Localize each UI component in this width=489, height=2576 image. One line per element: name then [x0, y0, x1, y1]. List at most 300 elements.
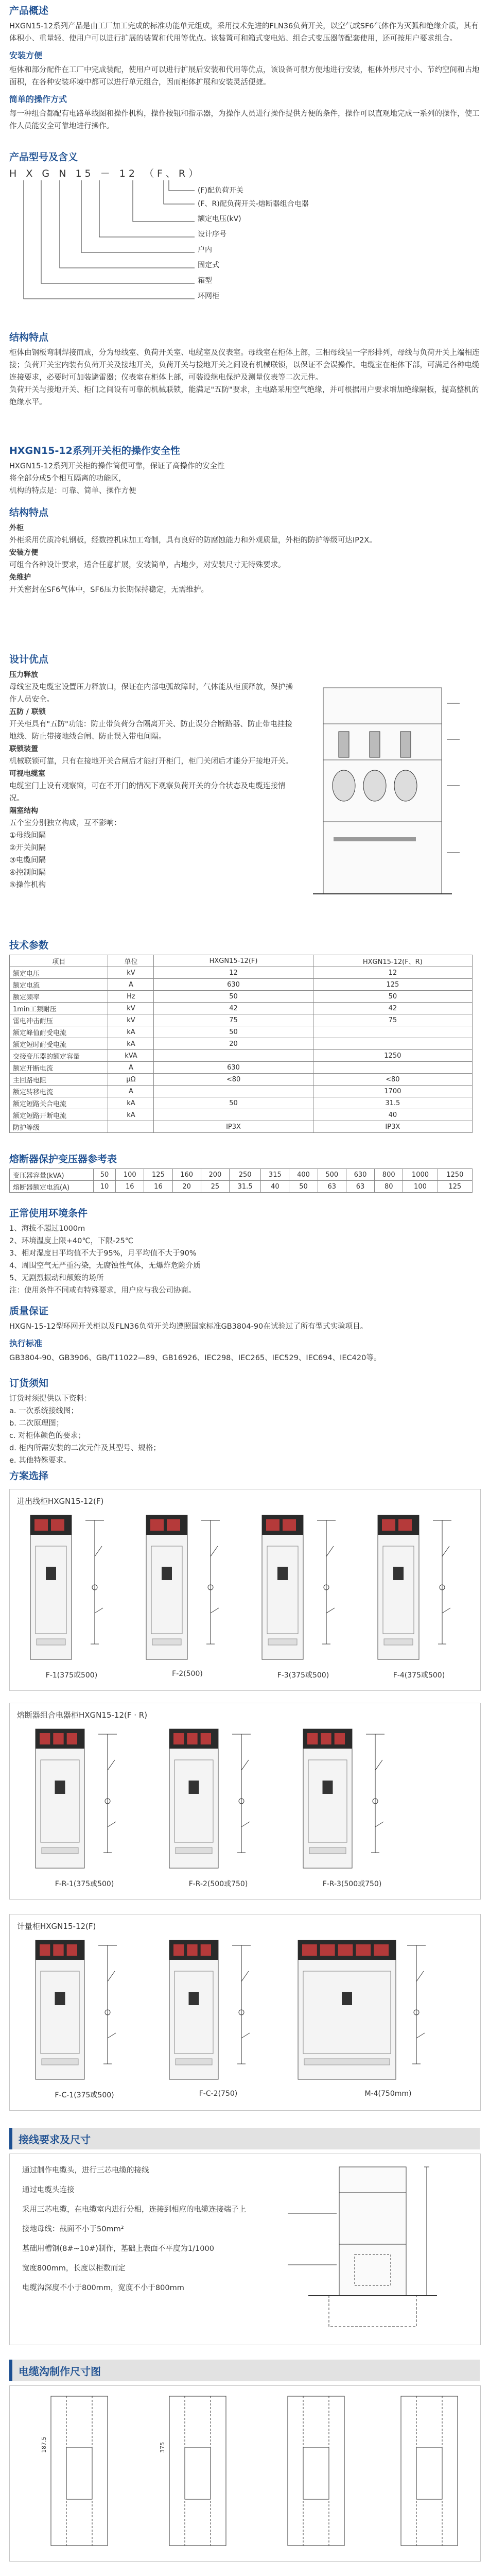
- dimension-label: 375: [159, 2442, 166, 2453]
- scheme-caption: F-R-1(375或500): [55, 1880, 114, 1888]
- scheme-caption: F-R-2(500或750): [188, 1880, 248, 1888]
- table-cell: 200: [201, 1169, 229, 1181]
- fuse-title: 熔断器保护变压器参考表: [9, 1154, 117, 1165]
- table-cell: 20: [172, 1181, 201, 1193]
- operation-title: 简单的操作方式: [9, 94, 67, 104]
- table-row: [10, 1074, 473, 1086]
- trench-opening: [303, 2448, 329, 2499]
- cabinet-indicator: [356, 1944, 371, 1956]
- scheme-caption: M-4(750mm): [364, 2090, 412, 2098]
- table-header-row: [10, 955, 473, 967]
- table-cell: 75: [154, 1014, 313, 1026]
- cabinet-indicator: [51, 1519, 64, 1531]
- overview-section: [9, 3, 480, 132]
- cable-bar-wrap: [9, 2128, 480, 2149]
- table-cell: 25: [201, 1181, 229, 1193]
- conditions-title: 正常使用环境条件: [9, 1208, 88, 1219]
- cabinet-base: [42, 2059, 78, 2065]
- table-cell: 40: [261, 1181, 289, 1193]
- table-cell: 1min工频耐压: [10, 1003, 108, 1014]
- params-section: [9, 938, 480, 1133]
- cabinet-indicator: [53, 1733, 63, 1744]
- table-cell: 额定转移电流: [10, 1086, 108, 1097]
- table-row: [10, 1086, 473, 1097]
- table-cell: 额定短路关合电流: [10, 1097, 108, 1109]
- room-item: ④控制间隔: [9, 869, 46, 877]
- legend-item: 环网柜: [198, 292, 219, 300]
- cabinet-indicator: [283, 1519, 296, 1531]
- feature-text: 外柜采用优质冷轧钢板，经数控机床加工弯制，具有良好的防腐蚀能力和外观质量，外柜的防护等级可达IP2X。: [9, 536, 377, 545]
- design-head: 隔室结构: [9, 807, 38, 815]
- scheme-caption: F-C-2(750): [199, 2090, 238, 2098]
- diagram-line: [108, 1822, 116, 1827]
- trench-plan: [288, 2396, 344, 2546]
- condition-item: 5、无剧烈振动和颠簸的场所: [9, 1274, 104, 1282]
- design-head: 可视电缆室: [9, 770, 45, 778]
- legend-item: 箱型: [198, 277, 212, 285]
- trench-outline: [401, 2396, 458, 2546]
- design-title: 设计优点: [9, 654, 49, 665]
- cabinet-handle: [46, 1567, 56, 1580]
- design-head: 五防 / 联锁: [9, 708, 46, 716]
- dimension-label: 187.5: [41, 2436, 47, 2453]
- cabinet-base: [384, 1639, 413, 1645]
- cabinet-handle: [393, 1567, 404, 1580]
- cabinet-indicator: [150, 1519, 164, 1531]
- table-row: [10, 1097, 473, 1109]
- cable-item: 宽度800mm，长度以柜数而定: [22, 2264, 126, 2273]
- room-item: ⑤操作机构: [9, 881, 46, 889]
- feature-text: 可组合各种设计要求，适合任意扩展，安装简单，占地少，对安装尺寸无特殊要求。: [9, 561, 286, 569]
- cabinet-indicator: [53, 1944, 63, 1956]
- condition-item: 4、周围空气无严重污染，无腐蚀性气体，无爆炸危险介质: [9, 1262, 201, 1270]
- scheme-section: [9, 1468, 480, 1485]
- table-cell: 50: [154, 991, 313, 1003]
- safety-p1: HXGN15-12系列开关柜的操作简便可靠，保证了高操作的安全性: [9, 462, 225, 470]
- table-cell: 额定短时耐受电流: [10, 1038, 108, 1050]
- trench-plan: [401, 2396, 458, 2546]
- table-header-cell: 项目: [10, 955, 108, 967]
- table-cell: 1000: [403, 1169, 438, 1181]
- table-cell: IP3X: [313, 1121, 472, 1133]
- legend-item: 额定电压(kV): [198, 215, 241, 223]
- quality-section: [9, 1303, 480, 1364]
- model-code-12: 12: [119, 168, 138, 179]
- trench-drawing-1: [10, 2386, 479, 2560]
- condition-item: 1、海拔不超过1000m: [9, 1225, 85, 1233]
- condition-item: 2、环境温度上限+40℃，下限-25℃: [9, 1237, 134, 1245]
- fuse-section: [9, 1151, 480, 1193]
- single-line-diagram: [433, 1520, 451, 1644]
- legend-item: 设计序号: [198, 230, 226, 239]
- table-header-cell: 单位: [108, 955, 154, 967]
- table-cell: kV: [108, 1014, 154, 1026]
- table-cell: 变压器容量(kVA): [10, 1169, 94, 1181]
- table-cell: 50: [154, 1026, 313, 1038]
- model-code-h: H: [9, 168, 20, 179]
- table-cell: kA: [108, 1109, 154, 1121]
- trench-opening: [66, 2448, 92, 2499]
- table-row: [10, 1121, 473, 1133]
- cabinet-handle: [342, 1992, 352, 2005]
- single-line-diagram: [317, 1520, 336, 1644]
- table-cell: 额定开断电流: [10, 1062, 108, 1074]
- table-cell: 额定短路开断电流: [10, 1109, 108, 1121]
- features-title: 结构特点: [9, 507, 49, 518]
- table-cell: 12: [313, 967, 472, 979]
- model-legend: [198, 184, 309, 304]
- table-cell: 630: [154, 979, 313, 991]
- order-item: b. 二次原理图；: [9, 1419, 64, 1428]
- diagram-line: [416, 2033, 425, 2038]
- fuse-table: [9, 1168, 473, 1193]
- legend-item: 固定式: [198, 261, 219, 269]
- cabinet-indicator: [201, 1944, 211, 1956]
- legend-item: (F)配负荷开关: [198, 187, 243, 195]
- order-intro: 订货时须提供以下资料：: [9, 1395, 92, 1403]
- cabinet-base: [37, 1639, 65, 1645]
- diagram-switch: [108, 1760, 115, 1770]
- table-cell: kA: [108, 1026, 154, 1038]
- diagram-line: [442, 1608, 450, 1613]
- order-title: 订货须知: [9, 1378, 49, 1389]
- table-row: [10, 1109, 473, 1121]
- table-cell: μΩ: [108, 1074, 154, 1086]
- diagram-switch: [95, 1546, 102, 1556]
- cabinet-handle: [162, 1567, 172, 1580]
- quality-title: 质量保证: [9, 1306, 49, 1317]
- trench-bar-wrap: [9, 2360, 480, 2381]
- scheme-caption: F-C-1(375或500): [55, 2091, 114, 2099]
- diagram-switch: [108, 1971, 115, 1981]
- single-line-diagram: [201, 1520, 220, 1644]
- model-code-x: X: [26, 168, 36, 179]
- cabinet-front: [378, 1515, 419, 1659]
- scheme-caption: F-1(375或500): [45, 1671, 98, 1680]
- table-cell: 125: [438, 1181, 472, 1193]
- cabinet-indicator: [173, 1944, 184, 1956]
- cabinet-handle: [55, 1781, 65, 1794]
- scheme-caption: F-R-3(500或750): [322, 1880, 382, 1888]
- order-item: d. 柜内所需安装的二次元件及其型号、规格；: [9, 1444, 161, 1452]
- table-cell: 16: [144, 1181, 172, 1193]
- trench-opening: [185, 2448, 211, 2499]
- table-cell: A: [108, 1086, 154, 1097]
- table-cell: A: [108, 979, 154, 991]
- cabinet-indicator: [40, 1733, 50, 1744]
- safety-title: HXGN15-12系列开关柜的操作安全性: [9, 445, 180, 456]
- diagram-switch: [416, 1971, 424, 1981]
- cabinet-base: [42, 1848, 78, 1854]
- table-cell: 50: [154, 1097, 313, 1109]
- single-line-diagram: [85, 1520, 104, 1644]
- cable-item: 采用三芯电缆，在电缆室内进行分相，连接到相应的电缆连接端子上: [22, 2206, 246, 2214]
- overview-p3: 每一种组合都配有电路单线图和操作机构，操作按钮和指示器，为操作人员进行操作提供方便的条件，操作可以直观地完成一系列的操作，使工作人员能安全可靠地进行操作。: [9, 110, 480, 130]
- table-cell: 1250: [313, 1050, 472, 1062]
- safety-section: [9, 443, 480, 497]
- cabinet-front: [169, 1729, 218, 1868]
- scheme-group-2: [9, 1703, 481, 1900]
- cabinet-indicator: [382, 1519, 395, 1531]
- structure-title: 结构特点: [9, 332, 49, 343]
- design-text: 五个室分别独立构成，互不影响：: [9, 819, 121, 827]
- scheme-caption: F-4(375或500): [393, 1671, 445, 1680]
- scheme-caption: F-3(375或500): [277, 1671, 329, 1680]
- table-cell: kVA: [108, 1050, 154, 1062]
- single-line-diagram: [98, 1945, 117, 2064]
- cabinet-indicator: [321, 1733, 331, 1744]
- table-row: [10, 1003, 473, 1014]
- table-row: [10, 991, 473, 1003]
- table-row: [10, 1014, 473, 1026]
- trench-box-1: [9, 2385, 481, 2562]
- table-cell: 熔断器额定电流(A): [10, 1181, 94, 1193]
- table-row: [10, 1038, 473, 1050]
- model-code-g: G: [42, 168, 53, 179]
- table-cell: 42: [313, 1003, 472, 1014]
- table-cell: 75: [313, 1014, 472, 1026]
- order-item: a. 一次系统接线图；: [9, 1407, 79, 1415]
- diagram-switch: [375, 1760, 382, 1770]
- table-cell: 10: [94, 1181, 116, 1193]
- structure-p1: 柜体由钢板弯制焊接而成，分为母线室、负荷开关室、电缆室及仪表室。母线室在柜体上部，三相母线呈一字形排列，母线与负荷开关上端相连接；负荷开关室内装有负荷开关及接地开关，负荷开关与接地开关之间设有机械联锁，以保证不会误操作。电缆室在柜体下部，可满足各种电缆连接要求，必要时可加装避雷器；仪表室在柜体上部，可装设继电保护及测量仪表等二次元件。: [9, 349, 480, 382]
- table-cell: 100: [116, 1169, 144, 1181]
- table-cell: 315: [261, 1169, 289, 1181]
- table-header-cell: HXGN15-12(F、R): [313, 955, 472, 967]
- table-row: [10, 1062, 473, 1074]
- table-cell: 50: [313, 991, 472, 1003]
- table-cell: [313, 1038, 472, 1050]
- cabinet-indicator: [335, 1733, 345, 1744]
- model-code-15: 15: [75, 168, 94, 179]
- cabinet-indicator: [320, 1944, 335, 1956]
- cabinet-base: [309, 1848, 346, 1854]
- diagram-line: [326, 1608, 335, 1613]
- diagram-switch: [241, 1971, 249, 1981]
- design-section: [9, 652, 480, 920]
- table-cell: <80: [313, 1074, 472, 1086]
- cable-item: 接地母线：截面不小于50mm²: [22, 2225, 124, 2233]
- cabinet-indicator: [40, 1944, 50, 1956]
- scheme-group-1-drawing: [10, 1510, 479, 1665]
- diagram-switch: [442, 1546, 449, 1556]
- table-cell: 100: [403, 1181, 438, 1193]
- single-line-diagram: [232, 1734, 251, 1853]
- table-cell: 额定频率: [10, 991, 108, 1003]
- diagram-line: [95, 1608, 103, 1613]
- table-cell: 630: [346, 1169, 374, 1181]
- single-line-diagram: [366, 1734, 385, 1853]
- diagram-line: [108, 2033, 116, 2038]
- diagram-line: [211, 1608, 219, 1613]
- table-cell: 额定峰值耐受电流: [10, 1026, 108, 1038]
- cabinet-body: [378, 1515, 419, 1659]
- table-cell: 50: [94, 1169, 116, 1181]
- table-cell: 500: [318, 1169, 346, 1181]
- feature-head: 外柜: [9, 524, 24, 532]
- single-line-diagram: [232, 1945, 251, 2064]
- table-cell: kA: [108, 1038, 154, 1050]
- cabinet-body: [146, 1515, 187, 1659]
- trench-outline: [288, 2396, 344, 2546]
- cabinet-section-drawing: [303, 683, 467, 904]
- standard-title: 执行标准: [9, 1338, 43, 1348]
- single-line-diagram: [407, 1945, 426, 2064]
- table-cell: kV: [108, 967, 154, 979]
- cabinet-handle: [277, 1567, 288, 1580]
- cabinet-front: [169, 1940, 218, 2079]
- table-row: [10, 1181, 473, 1193]
- params-body: [10, 967, 473, 1133]
- design-text: 机械联锁可靠，只有在接地开关合闸后才能打开柜门，柜门关闭后才能分开接地开关。: [9, 757, 293, 766]
- trench-opening: [416, 2448, 442, 2499]
- table-cell: 31.5: [230, 1181, 261, 1193]
- table-cell: 160: [172, 1169, 201, 1181]
- model-title: 产品型号及含义: [9, 151, 78, 163]
- table-cell: [313, 1026, 472, 1038]
- table-cell: kV: [108, 1003, 154, 1014]
- room-item: ②开关间隔: [9, 844, 46, 852]
- design-head: 压力释放: [9, 671, 38, 679]
- cable-bar: 接线要求及尺寸: [9, 2128, 480, 2149]
- trench-plan: [169, 2396, 226, 2546]
- table-cell: 16: [116, 1181, 144, 1193]
- design-text: 母线室及电缆室设置压力释放口，保证在内部电弧故障时，气体能从柜顶释放，保护操作人员安全。: [9, 683, 293, 704]
- trench-outline: [169, 2396, 226, 2546]
- cabinet-indicator: [167, 1519, 180, 1531]
- design-text: 电缆室门上设有观察窗，可在不开门的情况下观察负荷开关的分合状态及电缆连接情况。: [9, 782, 286, 803]
- cabinet-indicator: [266, 1519, 280, 1531]
- single-line-diagram: [98, 1734, 117, 1853]
- cabinet-indicator: [398, 1519, 412, 1531]
- quality-p2: GB3804-90、GB3906、GB/T11022—89、GB16926、IEC298、IEC265、IEC529、IEC694、IEC420等。: [9, 1354, 381, 1362]
- trench-bar: 电缆沟制作尺寸图: [9, 2360, 480, 2381]
- table-row: [10, 1169, 473, 1181]
- cabinet-indicator: [173, 1733, 184, 1744]
- table-cell: [154, 1050, 313, 1062]
- model-code-n: N: [59, 168, 69, 179]
- table-cell: 630: [154, 1062, 313, 1074]
- params-title: 技术参数: [9, 940, 49, 951]
- model-section: [9, 149, 480, 319]
- features-section: [9, 505, 480, 596]
- cabinet-base: [152, 1639, 181, 1645]
- table-cell: 250: [230, 1169, 261, 1181]
- table-cell: 防护等级: [10, 1121, 108, 1133]
- table-cell: 额定电流: [10, 979, 108, 991]
- scheme-caption: F-2(500): [172, 1670, 203, 1678]
- table-cell: A: [108, 1062, 154, 1074]
- table-cell: 63: [346, 1181, 374, 1193]
- table-cell: 63: [318, 1181, 346, 1193]
- cabinet-base: [176, 2059, 212, 2065]
- table-cell: 125: [144, 1169, 172, 1181]
- cabinet-base: [304, 2059, 390, 2065]
- table-cell: 800: [375, 1169, 403, 1181]
- cabinet-body: [30, 1515, 72, 1659]
- table-cell: 12: [154, 967, 313, 979]
- table-cell: 80: [375, 1181, 403, 1193]
- cabinet-indicator: [338, 1944, 353, 1956]
- cabinet-front: [262, 1515, 303, 1659]
- table-cell: 125: [313, 979, 472, 991]
- table-cell: 50: [289, 1181, 318, 1193]
- feature-head: 免维护: [9, 573, 31, 582]
- cable-dimension-drawing: [277, 2162, 473, 2337]
- cabinet-front: [303, 1729, 352, 1868]
- cable-item: 基础用槽钢(8#~10#)制作，基础上表面不平度为1/1000: [22, 2245, 214, 2253]
- table-cell: 20: [154, 1038, 313, 1050]
- table-cell: 额定电压: [10, 967, 108, 979]
- table-row: [10, 1026, 473, 1038]
- cabinet-front: [30, 1515, 72, 1659]
- table-row: [10, 1050, 473, 1062]
- cabinet-indicator: [67, 1944, 77, 1956]
- condition-item: 注：使用条件不同或有特殊要求，用户应与我公司协商。: [9, 1286, 196, 1295]
- structure-section: [9, 330, 480, 409]
- table-cell: <80: [154, 1074, 313, 1086]
- table-cell: [154, 1086, 313, 1097]
- cabinet-indicator: [201, 1733, 211, 1744]
- model-code-fr: （F、R）: [144, 168, 202, 179]
- cabinet-front: [36, 1940, 84, 2079]
- trench-plan: [51, 2396, 108, 2546]
- table-row: [10, 967, 473, 979]
- table-cell: 31.5: [313, 1097, 472, 1109]
- conditions-section: [9, 1206, 480, 1297]
- model-code-dash: －: [100, 168, 113, 179]
- table-cell: 主回路电阻: [10, 1074, 108, 1086]
- order-item: e. 其他特殊要求。: [9, 1456, 71, 1465]
- trench-outline: [51, 2396, 108, 2546]
- table-cell: 400: [289, 1169, 318, 1181]
- quality-p1: HXGN-15-12型环网开关柜以及FLN36负荷开关均遵照国家标准GB3804-90在试验过了所有型式实验项目。: [9, 1323, 368, 1331]
- cabinet-front: [146, 1515, 187, 1659]
- table-cell: [313, 1062, 472, 1074]
- cabinet-front: [298, 1940, 396, 2079]
- install-title: 安装方便: [9, 50, 43, 60]
- table-cell: kA: [108, 1097, 154, 1109]
- scheme-group-2-drawing: [10, 1724, 479, 1873]
- cabinet-indicator: [187, 1944, 197, 1956]
- cabinet-body: [262, 1515, 303, 1659]
- scheme-title: 方案选择: [9, 1470, 49, 1482]
- table-cell: 雷电冲击耐压: [10, 1014, 108, 1026]
- cabinet-base: [268, 1639, 297, 1645]
- cable-item: 电缆沟深度不小于800mm，宽度不小于800mm: [22, 2284, 184, 2292]
- cable-box: [9, 2154, 481, 2345]
- table-cell: [108, 1121, 154, 1133]
- safety-p2: 将全部分成5个相互隔离的功能区，: [9, 474, 126, 483]
- feature-head: 安装方便: [9, 549, 38, 557]
- room-item: ①母线间隔: [9, 832, 46, 840]
- cabinet-handle: [55, 1992, 65, 2005]
- order-section: [9, 1376, 480, 1467]
- scheme-group-2-title: 熔断器组合电器柜HXGN15-12(F · R): [17, 1710, 148, 1720]
- cabinet-base: [176, 1848, 212, 1854]
- cable-item: 通过制作电缆头，进行三芯电缆的接线: [22, 2166, 149, 2175]
- table-cell: 交接变压器的额定容量: [10, 1050, 108, 1062]
- scheme-group-1: [9, 1489, 481, 1691]
- order-item: c. 对柜体颜色的要求；: [9, 1432, 85, 1440]
- legend-item: (F、R)配负荷开关-熔断器组合电器: [198, 200, 309, 208]
- table-header-cell: HXGN15-12(F): [154, 955, 313, 967]
- room-item: ③电缆间隔: [9, 856, 46, 865]
- diagram-switch: [241, 1760, 249, 1770]
- table-cell: 40: [313, 1109, 472, 1121]
- diagram-line: [241, 2033, 250, 2038]
- cable-item: 通过电缆头连接: [22, 2186, 75, 2194]
